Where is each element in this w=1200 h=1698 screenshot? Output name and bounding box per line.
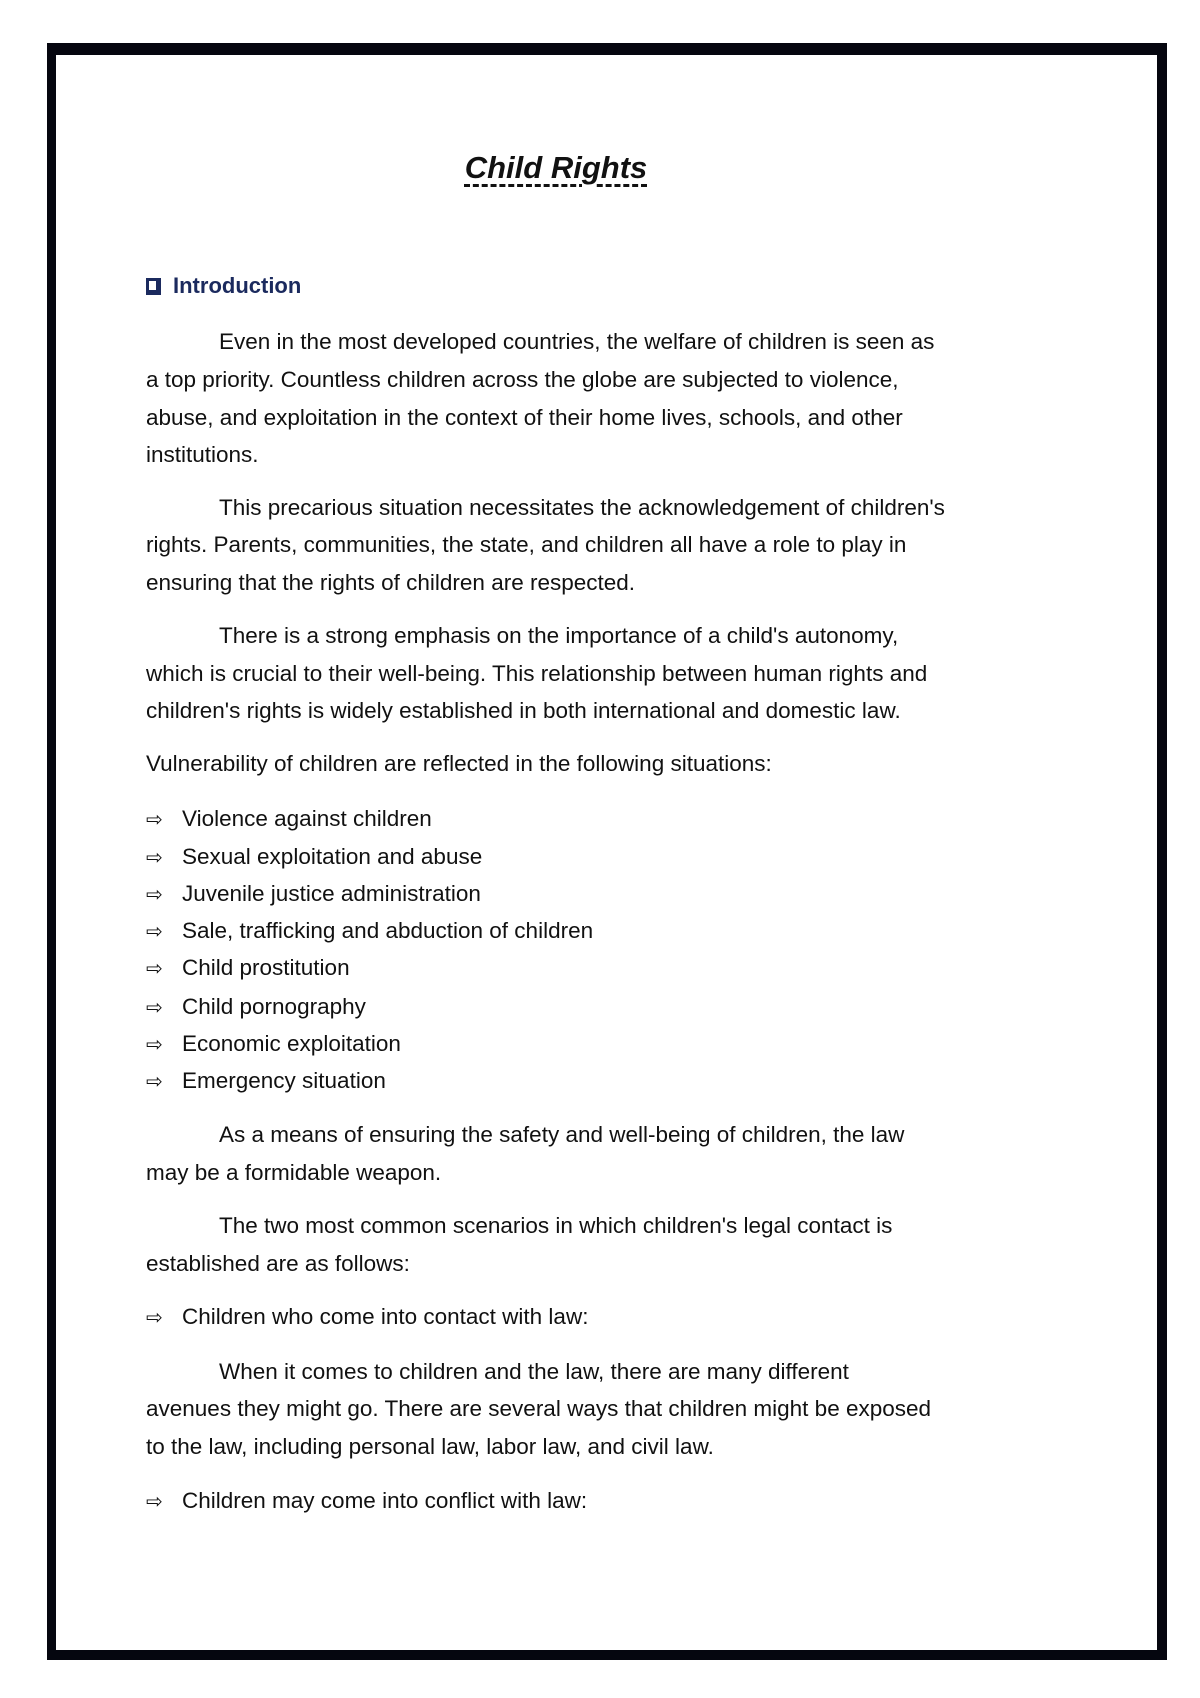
paragraph-1-line: [146, 366, 899, 394]
arrow-right-icon: ⇨: [146, 997, 163, 1019]
bullet-item: [146, 1303, 588, 1332]
arrow-right-icon: ⇨: [146, 809, 163, 831]
arrow-right-icon: ⇨: [146, 1071, 163, 1093]
line-text: As a means of ensuring the safety and well-being of children, the law: [219, 1122, 905, 1147]
paragraph-3-line: [146, 660, 927, 688]
line-text: Economic exploitation: [182, 1031, 401, 1056]
vulnerability-intro-line: [146, 750, 772, 778]
arrow-right-icon: ⇨: [146, 958, 163, 980]
line-text: avenues they might go. There are several ways that children might be exposed: [146, 1396, 932, 1421]
paragraph-1-line: [146, 404, 903, 432]
line-text: which is crucial to their well-being. This relationship between human rights and: [146, 661, 928, 686]
line-text: Violence against children: [182, 806, 432, 831]
arrow-right-icon: ⇨: [146, 847, 163, 869]
paragraph-2-line: [219, 494, 945, 522]
paragraph-6-line: [146, 1433, 714, 1461]
paragraph-3-line: [219, 622, 898, 650]
bullet-item: [146, 954, 350, 983]
arrow-right-icon: ⇨: [146, 1034, 163, 1056]
paragraph-3-line: [146, 697, 901, 725]
arrow-right-icon: ⇨: [146, 1307, 163, 1329]
line-text: Sale, trafficking and abduction of children: [182, 918, 594, 943]
line-text: Emergency situation: [182, 1068, 386, 1093]
bullet-item: [146, 1030, 401, 1059]
line-text: established are as follows:: [146, 1251, 410, 1276]
line-text: ensuring that the rights of children are respected.: [146, 570, 636, 595]
line-text: rights. Parents, communities, the state, and children all have a role to play in: [146, 532, 907, 557]
line-text: to the law, including personal law, labor law, and civil law.: [146, 1434, 714, 1459]
bullet-item: [146, 917, 593, 946]
line-text: institutions.: [146, 442, 259, 467]
arrow-right-icon: ⇨: [146, 884, 163, 906]
line-text: This precarious situation necessitates the acknowledgement of children's: [219, 495, 945, 520]
paragraph-5-line: [219, 1212, 892, 1240]
paragraph-2-line: [146, 569, 635, 597]
bullet-item: [146, 805, 432, 834]
line-text: Children may come into conflict with law:: [182, 1488, 588, 1513]
section-heading-text: Introduction: [173, 273, 302, 298]
line-text: may be a formidable weapon.: [146, 1160, 442, 1185]
paragraph-1-line: [146, 441, 259, 469]
line-text: There is a strong emphasis on the importance of a child's autonomy,: [219, 623, 899, 648]
arrow-right-icon: ⇨: [146, 921, 163, 943]
line-text: Children who come into contact with law:: [182, 1304, 589, 1329]
line-text: children's rights is widely established in both international and domestic law.: [146, 698, 901, 723]
line-text: Child pornography: [182, 994, 366, 1019]
bullet-item: [146, 880, 481, 909]
line-text: When it comes to children and the law, there are many different: [219, 1359, 849, 1384]
line-text: Sexual exploitation and abuse: [182, 844, 483, 869]
line-text: The two most common scenarios in which children's legal contact is: [219, 1213, 893, 1238]
page-title-text: Child Rights: [464, 150, 648, 185]
paragraph-6-line: [219, 1358, 849, 1386]
bullet-item: [146, 843, 482, 872]
checkbox-square-icon: [146, 278, 161, 295]
paragraph-2-line: [146, 531, 906, 559]
line-text: abuse, and exploitation in the context of their home lives, schools, and other: [146, 405, 903, 430]
paragraph-5-line: [146, 1250, 410, 1278]
line-text: Even in the most developed countries, the welfare of children is seen as: [219, 329, 935, 354]
bullet-item: [146, 993, 366, 1022]
paragraph-4-line: [219, 1121, 904, 1149]
line-text: Vulnerability of children are reflected in the following situations:: [146, 751, 772, 776]
arrow-right-icon: ⇨: [146, 1491, 163, 1513]
section-heading: [146, 273, 301, 299]
line-text: Juvenile justice administration: [182, 881, 481, 906]
line-text: Child prostitution: [182, 955, 350, 980]
bullet-item: [146, 1067, 386, 1096]
bullet-item: [146, 1487, 587, 1516]
page-title: [0, 150, 1112, 186]
paragraph-1-line: [219, 328, 934, 356]
line-text: a top priority. Countless children across the globe are subjected to violence,: [146, 367, 899, 392]
paragraph-6-line: [146, 1395, 931, 1423]
paragraph-4-line: [146, 1159, 441, 1187]
